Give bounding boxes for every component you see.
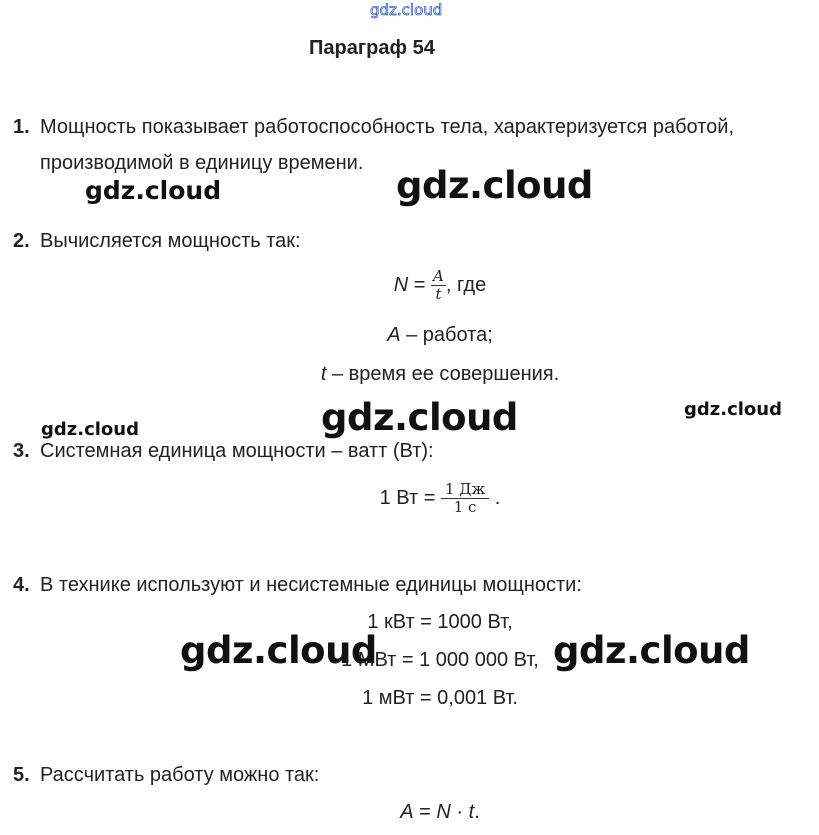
- page-title: Параграф 54: [309, 37, 435, 59]
- work-formula-n: N: [436, 801, 451, 823]
- fraction-denominator: t: [435, 285, 442, 304]
- formula-suffix: , где: [445, 274, 487, 296]
- power-formula: [0, 268, 819, 303]
- fraction-numerator: 1 Дж: [441, 481, 489, 499]
- item-1-text-line1: Мощность показывает работоспособность тела, характеризуется работой,: [40, 116, 735, 138]
- item-4-text: В технике используют и несистемные единицы мощности:: [40, 574, 582, 596]
- fraction-denominator: 1 с: [453, 498, 477, 517]
- formula-n: N: [393, 274, 409, 296]
- definition-t: [0, 362, 819, 386]
- watt-formula-lhs: 1 Вт =: [379, 487, 441, 509]
- work-formula-dot: ·: [450, 801, 469, 823]
- definition-a-text: – работа;: [400, 324, 493, 346]
- watermark-7: gdz.cloud: [553, 629, 750, 672]
- item-5-text: Рассчитать работу можно так:: [40, 764, 320, 786]
- watermark-3: gdz.cloud: [321, 396, 518, 439]
- watermark-1: gdz.cloud: [85, 176, 222, 205]
- fraction-numerator: A: [433, 267, 444, 286]
- definition-t-text: – время ее совершения.: [326, 363, 560, 385]
- fraction-a-over-t: [431, 268, 446, 303]
- work-formula: [0, 800, 819, 824]
- item-5-number: 5.: [13, 764, 30, 786]
- unit-line-milliwatt: 1 мВт = 0,001 Вт.: [362, 687, 518, 709]
- work-formula-eq: =: [413, 801, 437, 823]
- definition-a-symbol: A: [387, 324, 401, 346]
- item-1-number: 1.: [13, 116, 30, 138]
- item-3-number: 3.: [13, 440, 30, 462]
- watermark-5: gdz.cloud: [41, 419, 139, 440]
- item-2-number: 2.: [13, 230, 30, 252]
- definition-t-symbol: t: [320, 363, 327, 385]
- item-1-text-line2: производимой в единицу времени.: [40, 152, 364, 174]
- fraction-joule-over-second: [441, 481, 489, 516]
- item-4-number: 4.: [13, 574, 30, 596]
- watermark-4: gdz.cloud: [684, 399, 782, 420]
- watermark-6: gdz.cloud: [180, 629, 377, 672]
- definition-a: [0, 323, 819, 347]
- item-2-text: Вычисляется мощность так:: [40, 230, 301, 252]
- watermark-2: gdz.cloud: [396, 164, 593, 207]
- unit-line-kw: 1 кВт = 1000 Вт,: [367, 611, 513, 633]
- item-3-text: Системная единица мощности – ватт (Вт):: [40, 440, 434, 462]
- unit-line-mw: 1 МВт = 1 000 000 Вт,: [341, 649, 539, 671]
- watt-formula-suffix: .: [489, 487, 501, 509]
- watermark-top: gdz.cloud: [370, 1, 443, 19]
- formula-eq: =: [408, 274, 432, 296]
- work-formula-a: A: [400, 801, 414, 823]
- work-formula-end: .: [474, 801, 480, 823]
- work-formula-t: t: [468, 801, 475, 823]
- watt-formula: [0, 480, 819, 516]
